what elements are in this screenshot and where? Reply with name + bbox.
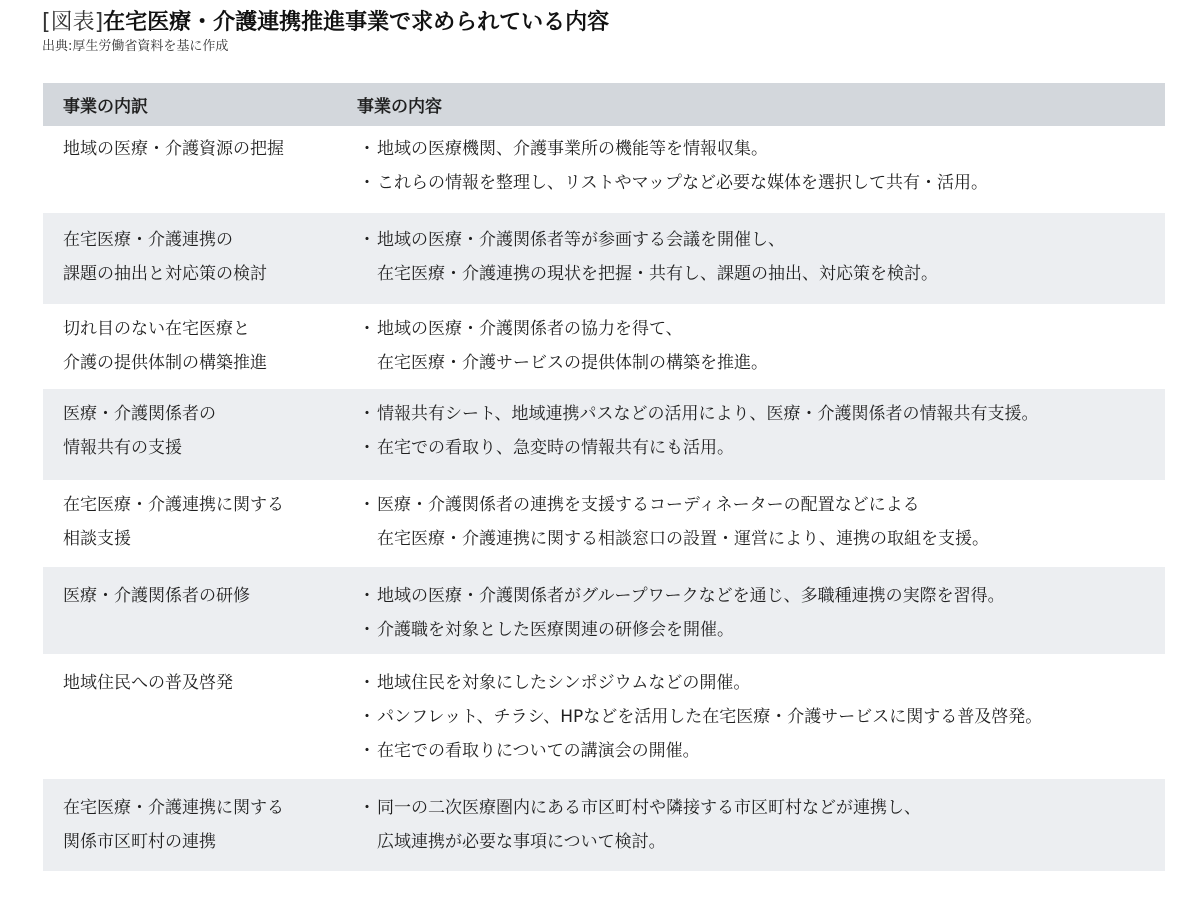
content-bullet <box>357 223 1165 291</box>
bullet-text: パンフレット、チラシ、HPなどを活用した在宅医療・介護サービスに関する普及啓発。 <box>377 707 1043 727</box>
source-note: 出典:厚生労働省資料を基に作成 <box>42 39 229 54</box>
table-row <box>43 480 1165 567</box>
bullet-text: 在宅での看取り、急変時の情報共有にも活用。 <box>377 438 734 458</box>
row-item-label: 医療・介護関係者の研修 <box>63 586 250 606</box>
row-contents <box>337 132 1165 213</box>
row-contents <box>337 791 1165 871</box>
content-bullet <box>357 132 1165 166</box>
content-bullet <box>357 312 1165 380</box>
bullet-text: 介護職を対象とした医療関連の研修会を開催。 <box>377 620 734 640</box>
bullet-text: これらの情報を整理し、リストやマップなど必要な媒体を選択して共有・活用。 <box>377 173 988 193</box>
row-item-label: 在宅医療・介護連携に関する 関係市区町村の連携 <box>63 798 284 852</box>
bullet-mark: ・ <box>358 139 376 159</box>
title-prefix: [図表] <box>42 10 104 35</box>
row-contents <box>337 397 1165 480</box>
row-contents <box>337 579 1165 654</box>
bullet-mark: ・ <box>358 586 376 606</box>
bullet-text: 地域の医療・介護関係者の協力を得て、 在宅医療・介護サービスの提供体制の構築を推進。 <box>377 319 768 373</box>
bullet-text: 情報共有シート、地域連携パスなどの活用により、医療・介護関係者の情報共有支援。 <box>377 404 1039 424</box>
content-bullet <box>357 397 1165 431</box>
content-bullet <box>357 431 1165 465</box>
table-row <box>43 779 1165 871</box>
content-bullet <box>357 666 1165 700</box>
figure-title <box>42 8 609 38</box>
table-row <box>43 213 1165 304</box>
content-bullet <box>357 700 1165 734</box>
row-item-label: 切れ目のない在宅医療と 介護の提供体制の構築推進 <box>63 319 267 373</box>
content-bullet <box>357 166 1165 200</box>
row-item-label: 地域住民への普及啓発 <box>63 673 233 693</box>
bullet-mark: ・ <box>358 707 376 727</box>
table-row <box>43 654 1165 779</box>
bullet-mark: ・ <box>358 404 376 424</box>
bullet-mark: ・ <box>358 620 376 640</box>
table-body <box>43 126 1165 871</box>
row-contents <box>337 488 1165 567</box>
table-row <box>43 126 1165 213</box>
content-bullet <box>357 734 1165 768</box>
bullet-text: 医療・介護関係者の連携を支援するコーディネーターの配置などによる 在宅医療・介護連携に関する相談窓口の設置・運営により、連携の取組を支援。 <box>377 495 989 549</box>
bullet-text: 地域住民を対象にしたシンポジウムなどの開催。 <box>377 673 751 693</box>
bullet-text: 地域の医療・介護関係者等が参画する会議を開催し、 在宅医療・介護連携の現状を把握・共有し、課題の抽出、対応策を検討。 <box>377 230 938 284</box>
content-table <box>43 83 1165 871</box>
bullet-mark: ・ <box>358 495 376 515</box>
row-contents <box>337 666 1165 779</box>
content-bullet <box>357 613 1165 647</box>
content-bullet <box>357 791 1165 859</box>
header-content: 事業の内容 <box>357 97 442 117</box>
table-header <box>43 83 1165 126</box>
row-item-label: 地域の医療・介護資源の把握 <box>63 139 284 159</box>
row-contents <box>337 223 1165 304</box>
bullet-mark: ・ <box>358 319 376 339</box>
row-item-label: 在宅医療・介護連携の 課題の抽出と対応策の検討 <box>63 230 267 284</box>
figure-header <box>42 8 609 56</box>
row-item-label: 在宅医療・介護連携に関する 相談支援 <box>63 495 284 549</box>
table-row <box>43 389 1165 480</box>
bullet-mark: ・ <box>358 230 376 250</box>
bullet-text: 地域の医療機関、介護事業所の機能等を情報収集。 <box>377 139 768 159</box>
bullet-text: 地域の医療・介護関係者がグループワークなどを通じ、多職種連携の実際を習得。 <box>377 586 1005 606</box>
content-bullet <box>357 488 1165 556</box>
bullet-mark: ・ <box>358 438 376 458</box>
bullet-text: 同一の二次医療圏内にある市区町村や隣接する市区町村などが連携し、 広域連携が必要な事項について検討。 <box>377 798 921 852</box>
bullet-mark: ・ <box>358 673 376 693</box>
bullet-mark: ・ <box>358 173 376 193</box>
title-main: 在宅医療・介護連携推進事業で求められている内容 <box>103 10 610 35</box>
bullet-text: 在宅での看取りについての講演会の開催。 <box>377 741 700 761</box>
content-bullet <box>357 579 1165 613</box>
row-contents <box>337 312 1165 389</box>
bullet-mark: ・ <box>358 798 376 818</box>
table-row <box>43 567 1165 654</box>
table-row <box>43 304 1165 389</box>
row-item-label: 医療・介護関係者の 情報共有の支援 <box>63 404 216 458</box>
header-item: 事業の内訳 <box>63 97 148 117</box>
bullet-mark: ・ <box>358 741 376 761</box>
